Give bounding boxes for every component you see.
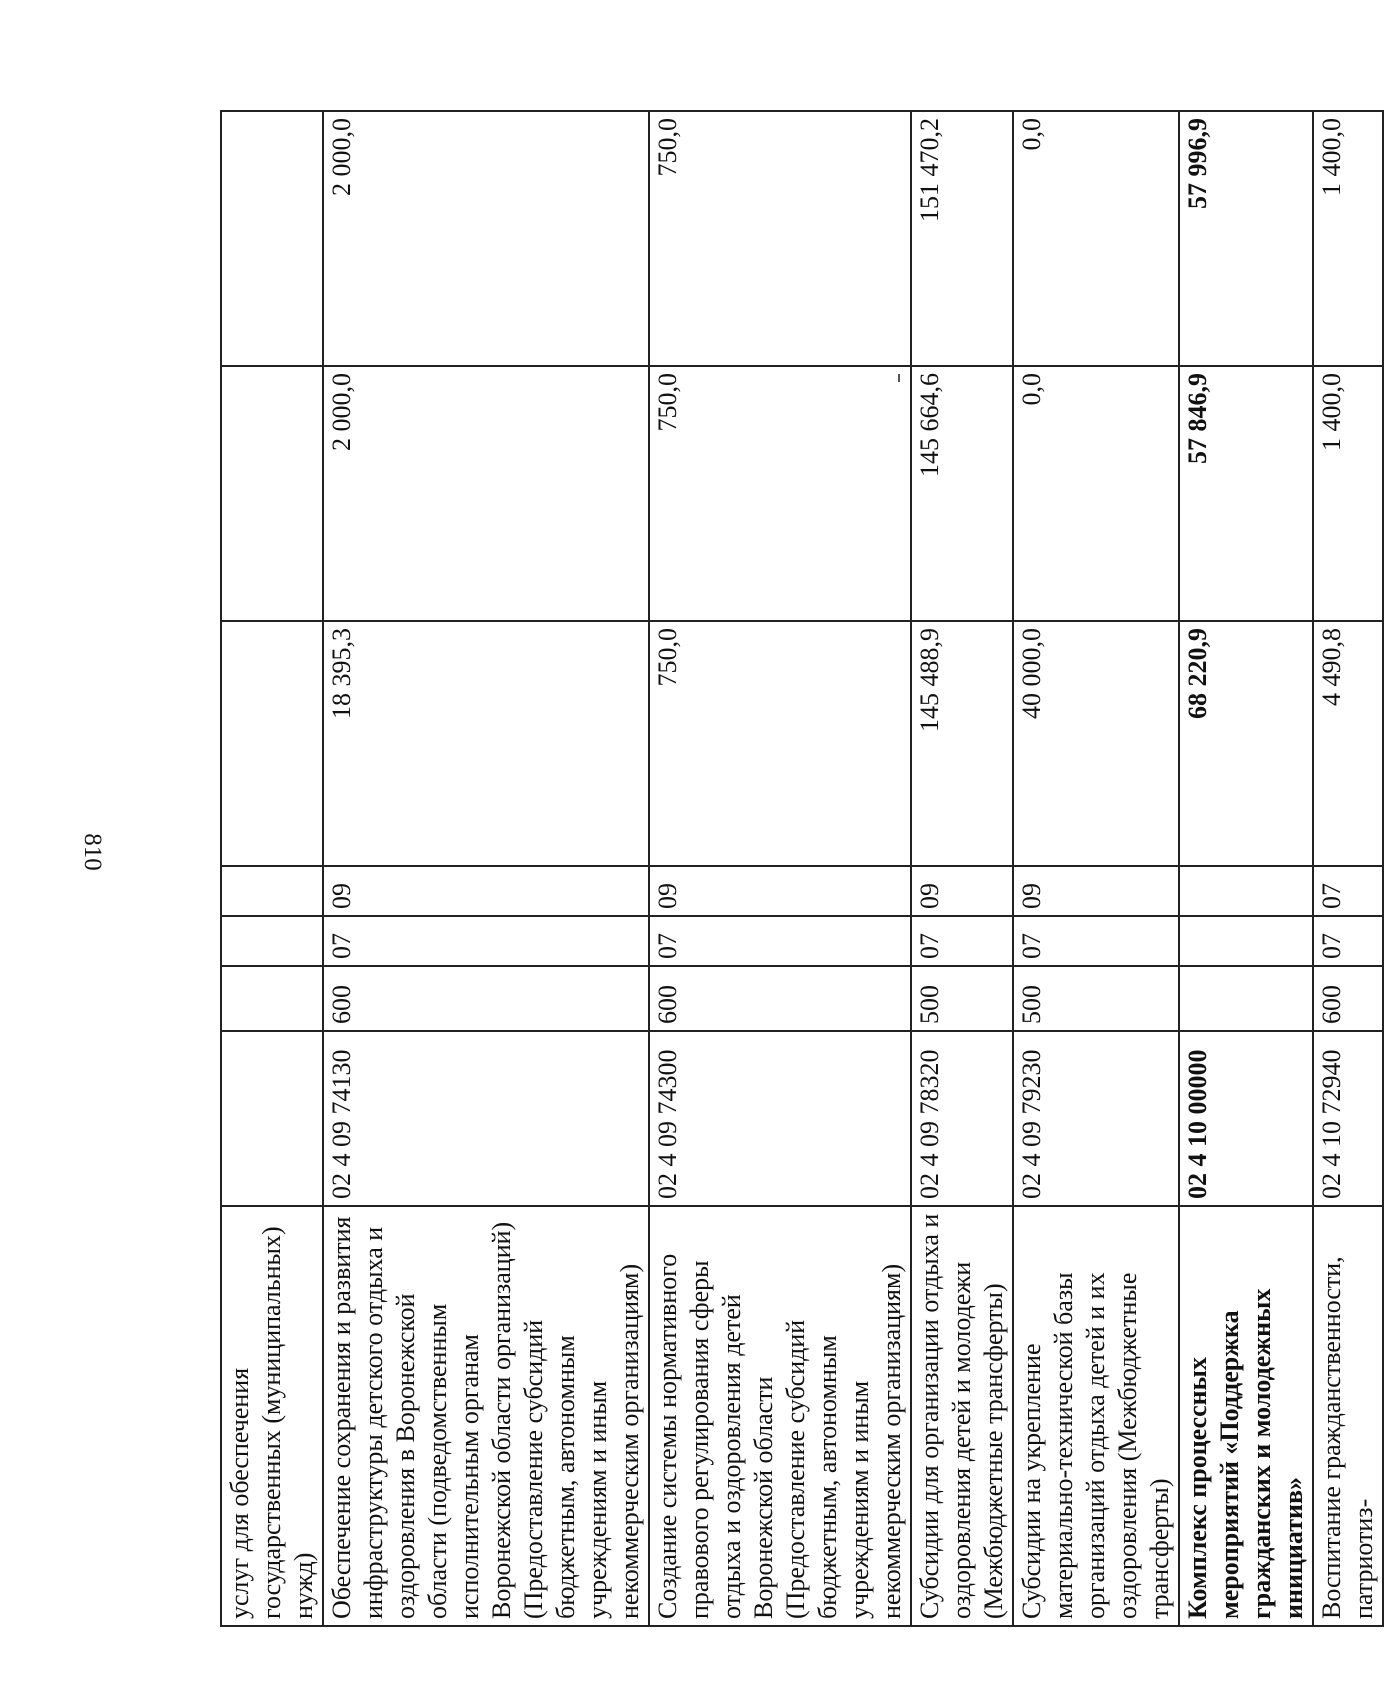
- scan-mark: [898, 374, 900, 382]
- section: 07: [1313, 916, 1383, 966]
- row-name: Обеспечение сохранения и развития инфраструктуры детского отдыха и оздоровления в Воронежской области (подведомственным исполнительным органам Воронежской области организаций) (Предоставление субсидий бюджетным, автономным учреждениям и иным некоммерческим организациям): [323, 1206, 649, 1626]
- subsection: 09: [1013, 866, 1179, 916]
- value-2: 750,0: [649, 366, 911, 621]
- value-3: 2 000,0: [323, 111, 649, 366]
- value-2: 57 846,9: [1179, 366, 1313, 621]
- row-name: Субсидии для организации отдыха и оздоровления детей и молодежи (Межбюджетные трансферты): [911, 1206, 1013, 1626]
- expense-type: 600: [1313, 966, 1383, 1031]
- value-1: 750,0: [649, 621, 911, 866]
- subsection: 09: [649, 866, 911, 916]
- budget-code: 02 4 09 79230: [1013, 1031, 1179, 1206]
- budget-code: 02 4 09 74130: [323, 1031, 649, 1206]
- budget-code: 02 4 09 78320: [911, 1031, 1013, 1206]
- value-1: 68 220,9: [1179, 621, 1313, 866]
- value-1: 40 000,0: [1013, 621, 1179, 866]
- table-row: [323, 111, 649, 1626]
- table-row: [1013, 111, 1179, 1626]
- budget-table: [220, 110, 1384, 1627]
- expense-type: 600: [649, 966, 911, 1031]
- value-1: 4 490,8: [1313, 621, 1383, 866]
- expense-type: 600: [323, 966, 649, 1031]
- section: 07: [649, 916, 911, 966]
- section: 07: [1013, 916, 1179, 966]
- section: 07: [323, 916, 649, 966]
- row-name: услуг для обеспечения государственных (муниципальных) нужд): [221, 1206, 323, 1626]
- row-name: Создание системы нормативного правового регулирования сферы отдыха и оздоровления детей Воронежской области (Предоставление субсидий бюджетным, автономным учреждениям и иным некоммерческим организациям): [649, 1206, 911, 1626]
- row-name: Субсидии на укрепление материально-технической базы организаций отдыха детей и их оздоровления (Межбюджетные трансферты): [1013, 1206, 1179, 1626]
- table-row: [911, 111, 1013, 1626]
- page-number: 810: [79, 833, 106, 871]
- table-row: [1179, 111, 1313, 1626]
- expense-type: 500: [911, 966, 1013, 1031]
- table-row: [649, 111, 911, 1626]
- value-2: 1 400,0: [1313, 366, 1383, 621]
- value-2: 2 000,0: [323, 366, 649, 621]
- value-1: 145 488,9: [911, 621, 1013, 866]
- section: 07: [911, 916, 1013, 966]
- value-3: 750,0: [649, 111, 911, 366]
- value-3: 0,0: [1013, 111, 1179, 366]
- value-2: 0,0: [1013, 366, 1179, 621]
- value-3: [221, 111, 323, 366]
- subsection: 09: [911, 866, 1013, 916]
- budget-code: [221, 1031, 323, 1206]
- section: [221, 916, 323, 966]
- value-3: 57 996,9: [1179, 111, 1313, 366]
- subsection: 07: [1313, 866, 1383, 916]
- value-3: 151 470,2: [911, 111, 1013, 366]
- expense-type: 500: [1013, 966, 1179, 1031]
- budget-code: 02 4 09 74300: [649, 1031, 911, 1206]
- value-3: 1 400,0: [1313, 111, 1383, 366]
- budget-code: 02 4 10 72940: [1313, 1031, 1383, 1206]
- section: [1179, 916, 1313, 966]
- value-1: 18 395,3: [323, 621, 649, 866]
- row-name: Комплекс процессных мероприятий «Поддержка гражданских и молодежных инициатив»: [1179, 1206, 1313, 1626]
- subsection: 09: [323, 866, 649, 916]
- value-2: 145 664,6: [911, 366, 1013, 621]
- row-name: Воспитание гражданственности, патриотиз-: [1313, 1206, 1383, 1626]
- table-row: [1313, 111, 1383, 1626]
- expense-type: [1179, 966, 1313, 1031]
- subsection: [221, 866, 323, 916]
- subsection: [1179, 866, 1313, 916]
- expense-type: [221, 966, 323, 1031]
- value-2: [221, 366, 323, 621]
- budget-code: 02 4 10 00000: [1179, 1031, 1313, 1206]
- value-1: [221, 621, 323, 866]
- table-row: [221, 111, 323, 1626]
